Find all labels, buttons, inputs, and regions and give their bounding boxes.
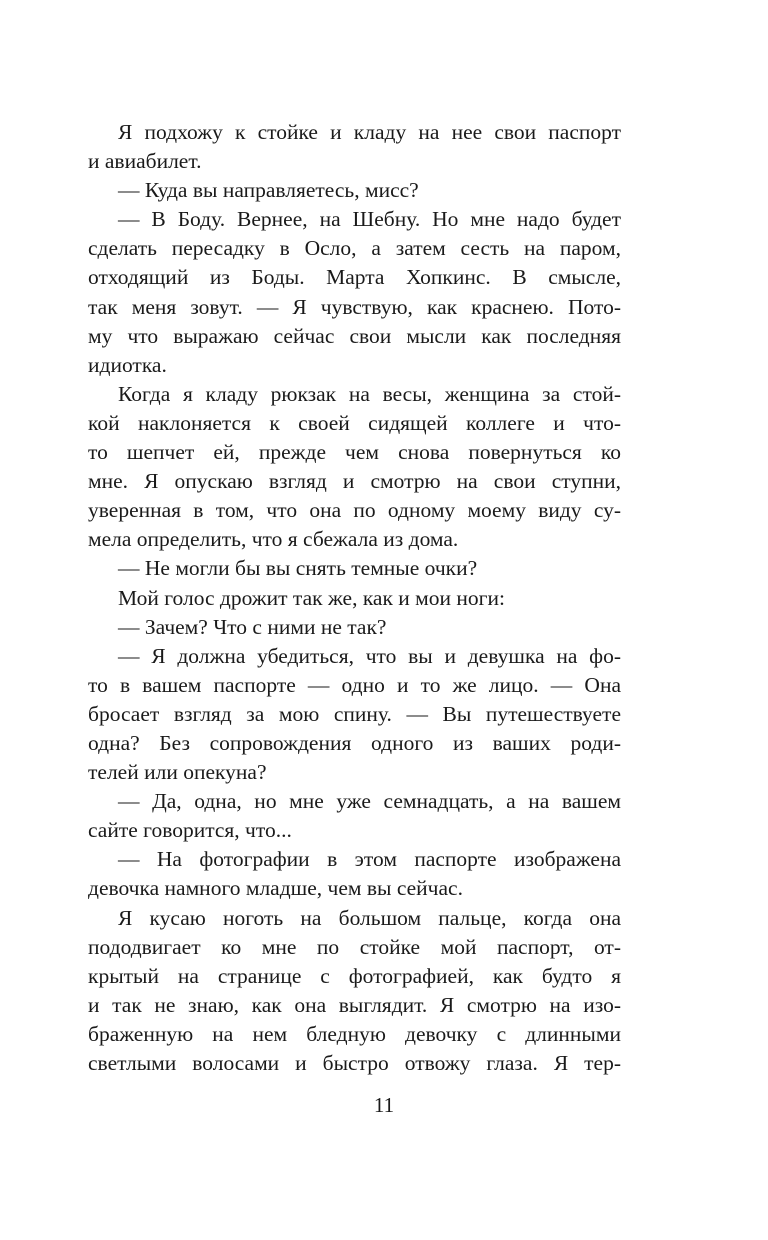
text-line: и так не знаю, как она выглядит. Я смотрю на изо- (88, 992, 621, 1017)
text-line: мела определить, что я сбежала из дома. (88, 527, 459, 552)
text-line: — Зачем? Что с ними не так? (118, 614, 387, 639)
text-line: то в вашем паспорте — одно и то же лицо. — Она (88, 672, 621, 697)
text-line: — Не могли бы вы снять темные очки? (118, 556, 478, 581)
text-line: сделать пересадку в Осло, а затем сесть на паром, (88, 236, 621, 261)
text-line: мне. Я опускаю взгляд и смотрю на свои ступни, (88, 469, 621, 494)
text-line: светлыми волосами и быстро отвожу глаза. Я тер- (88, 1051, 621, 1075)
text-line: отходящий из Боды. Марта Хопкинс. В смысле, (88, 265, 621, 290)
text-line: крытый на странице с фотографией, как будто я (88, 963, 621, 988)
text-line: и авиабилет. (88, 149, 202, 174)
page-number: 11 (373, 1093, 395, 1117)
text-line: — В Боду. Вернее, на Шебну. Но мне надо будет (118, 207, 621, 232)
text-line: то шепчет ей, прежде чем снова повернуться ко (88, 440, 621, 465)
text-line: сайте говорится, что... (88, 818, 292, 843)
page-body (88, 118, 621, 1078)
text-line: Когда я кладу рюкзак на весы, женщина за стой- (118, 381, 621, 406)
text-line: одна? Без сопровождения одного из ваших роди- (88, 730, 621, 755)
text-line: пододвигает ко мне по стойке мой паспорт, от- (88, 934, 621, 959)
text-line: Мой голос дрожит так же, как и мои ноги: (118, 585, 505, 610)
text-line: браженную на нем бледную девочку с длинными (88, 1021, 621, 1046)
text-line: — На фотографии в этом паспорте изображена (118, 847, 621, 872)
text-line: — Куда вы направляетесь, мисс? (118, 178, 419, 203)
text-line: — Я должна убедиться, что вы и девушка на фо- (118, 643, 621, 668)
text-line: девочка намного младше, чем вы сейчас. (88, 876, 463, 901)
text-line: — Да, одна, но мне уже семнадцать, а на вашем (118, 789, 621, 814)
text-line: так меня зовут. — Я чувствую, как краснею. Пото- (88, 294, 621, 319)
text-line: телей или опекуна? (88, 760, 267, 785)
text-line: уверенная в том, что она по одному моему виду су- (88, 498, 621, 523)
text-line: Я кусаю ноготь на большом пальце, когда она (118, 905, 621, 930)
text-line: му что выражаю сейчас свои мысли как последняя (88, 323, 621, 348)
text-line: кой наклоняется к своей сидящей коллеге и что- (88, 410, 621, 435)
text-line: Я подхожу к стойке и кладу на нее свои паспорт (118, 120, 621, 144)
text-line: бросает взгляд за мою спину. — Вы путешествуете (88, 701, 621, 726)
text-line: идиотка. (88, 352, 167, 377)
